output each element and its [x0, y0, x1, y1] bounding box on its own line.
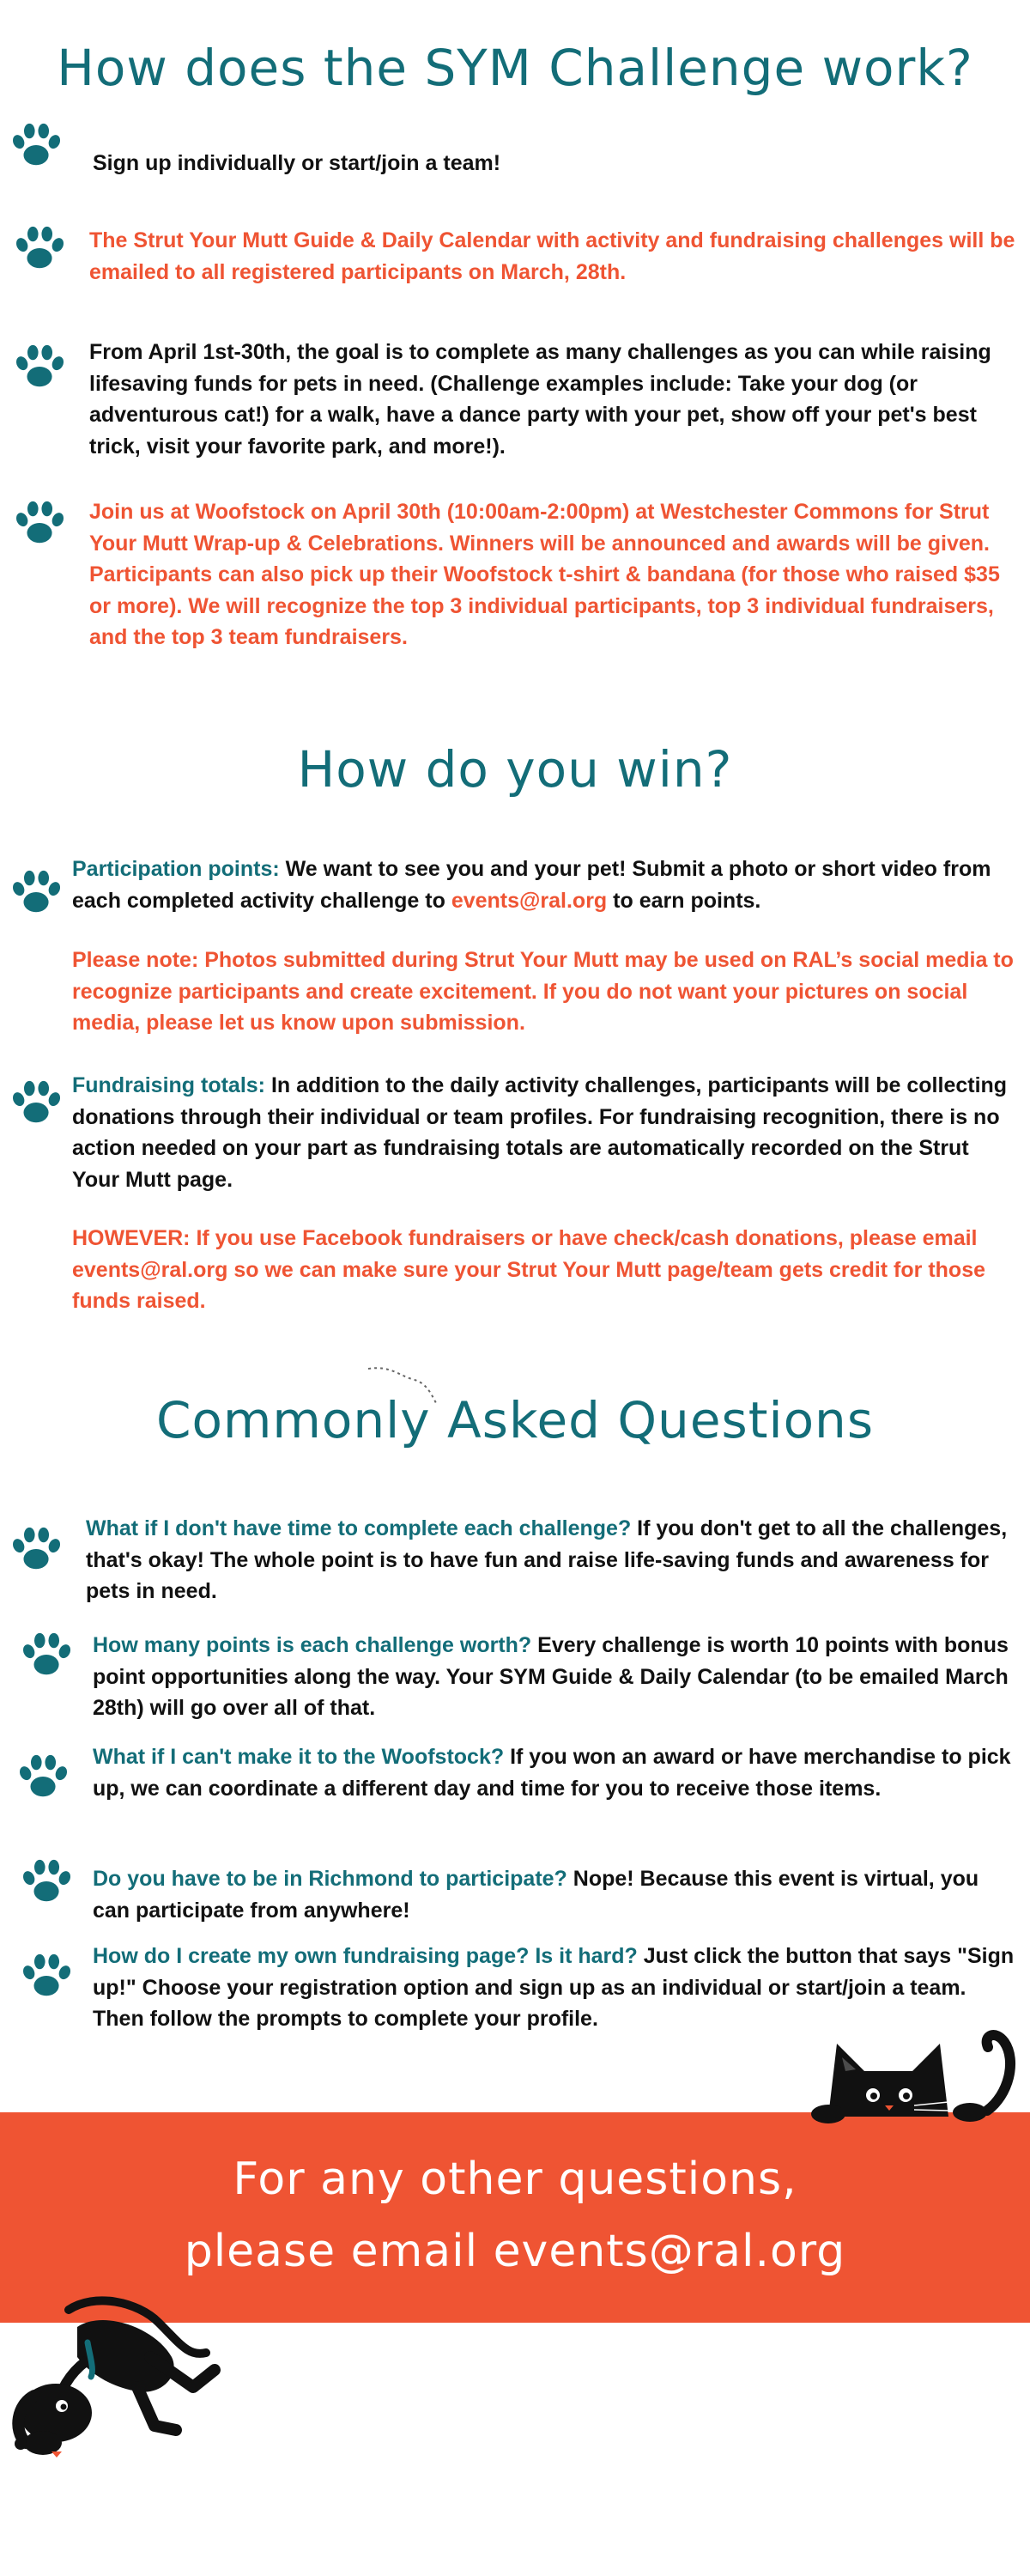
step-1-text: Sign up individually or start/join a team!	[93, 151, 501, 175]
paw-icon	[14, 498, 67, 548]
fundraising-label: Fundraising totals:	[72, 1073, 265, 1097]
faq-item	[93, 1741, 1020, 1804]
faq-answer: If you don't get to all the challenges, that's okay! The whole point is to have fun and raise life-saving funds and awareness for pets in need.	[86, 1516, 1008, 1603]
participation-text-end: to earn points.	[607, 888, 761, 913]
faq-answer: Nope! Because this event is virtual, you can participate from anywhere!	[93, 1867, 979, 1923]
paw-icon	[14, 223, 67, 273]
paw-icon	[21, 1856, 74, 1906]
fundraising-note: HOWEVER: If you use Facebook fundraisers or have check/cash donations, please email events@ral.org so we can make sure your Strut Your Mutt page/team gets credit for those funds raised.	[72, 1226, 986, 1313]
paw-icon	[21, 1630, 74, 1680]
faq-question: What if I don't have time to complete each challenge?	[86, 1516, 632, 1540]
step-4-text: Join us at Woofstock on April 30th (10:00am-2:00pm) at Westchester Commons for Strut Your Mutt Wrap-up & Celebrations. Winners will be announced and awards will be given. Participants can also pick up their Woofstock t-shirt & bandana (for those who raised $35 or more). We will recognize the top 3 individual participants, top 3 individual fundraisers, and the top 3 team fundraisers.	[89, 500, 1000, 649]
faq-question: What if I can't make it to the Woofstock?	[93, 1745, 505, 1769]
paw-icon	[10, 867, 64, 917]
fundraising-text: In addition to the daily activity challenges, participants will be collecting donations through their individual or team profiles. For fundraising recognition, there is no action needed on your part as fundraising totals are automatically recorded on the Strut Your Mutt page.	[72, 1073, 1008, 1192]
step-2-text: The Strut Your Mutt Guide & Daily Calendar with activity and fundraising challenges will be emailed to all registered participants on March, 28th.	[89, 228, 1015, 284]
faq-item	[93, 1863, 1020, 1926]
paw-icon	[10, 1524, 64, 1574]
paw-icon	[17, 1752, 70, 1801]
fundraising-paragraph	[72, 1070, 1016, 1195]
faq-question: How do I create my own fundraising page? Is it hard?	[93, 1944, 638, 1968]
paw-icon	[14, 342, 67, 392]
footer-line-2: please email events@ral.org	[184, 2226, 846, 2277]
participation-email-link[interactable]: events@ral.org	[451, 888, 608, 913]
paw-icon	[21, 1951, 74, 2001]
paw-icon	[10, 1078, 64, 1127]
heading-faq: Commonly Asked Questions	[155, 1391, 875, 1449]
faq-question: Do you have to be in Richmond to participate?	[93, 1867, 567, 1891]
faq-item	[93, 1630, 1020, 1724]
participation-text: We want to see you and your pet! Submit a photo or short video from each completed activity challenge to	[72, 857, 991, 913]
step-3-text: From April 1st-30th, the goal is to complete as many challenges as you can while raising lifesaving funds for pets in need. (Challenge examples include: Take your dog (or adventurous cat!) for a walk, have a dance party with your pet, show off your pet's best trick, visit your favorite park, and more!).	[89, 340, 991, 459]
faq-item	[86, 1513, 1021, 1607]
faq-question: How many points is each challenge worth?	[93, 1633, 532, 1657]
dog-illustration	[9, 2275, 249, 2490]
participation-note: Please note: Photos submitted during Strut Your Mutt may be used on RAL’s social media to recognize participants and create excitement. If you do not want your pictures on social media, please let us know upon submission.	[72, 948, 1014, 1035]
cat-illustration	[811, 2009, 1026, 2138]
faq-answer: If you won an award or have merchandise to pick up, we can coordinate a different day and time for you to receive those items.	[93, 1745, 1011, 1801]
heading-how-it-works: How does the SYM Challenge work?	[57, 39, 973, 97]
faq-answer: Every challenge is worth 10 points with bonus point opportunities along the way. Your SYM Guide & Daily Calendar (to be emailed March 28th) will go over all of that.	[93, 1633, 1009, 1720]
paw-icon	[10, 120, 64, 170]
footer-line-1: For any other questions,	[233, 2154, 797, 2205]
participation-paragraph	[72, 854, 1016, 916]
faq-answer: Just click the button that says "Sign up!" Choose your registration option and sign up as an individual or start/join a team. Then follow the prompts to complete your profile.	[93, 1944, 1015, 2031]
participation-label: Participation points:	[72, 857, 280, 881]
heading-how-to-win: How do you win?	[297, 740, 733, 799]
